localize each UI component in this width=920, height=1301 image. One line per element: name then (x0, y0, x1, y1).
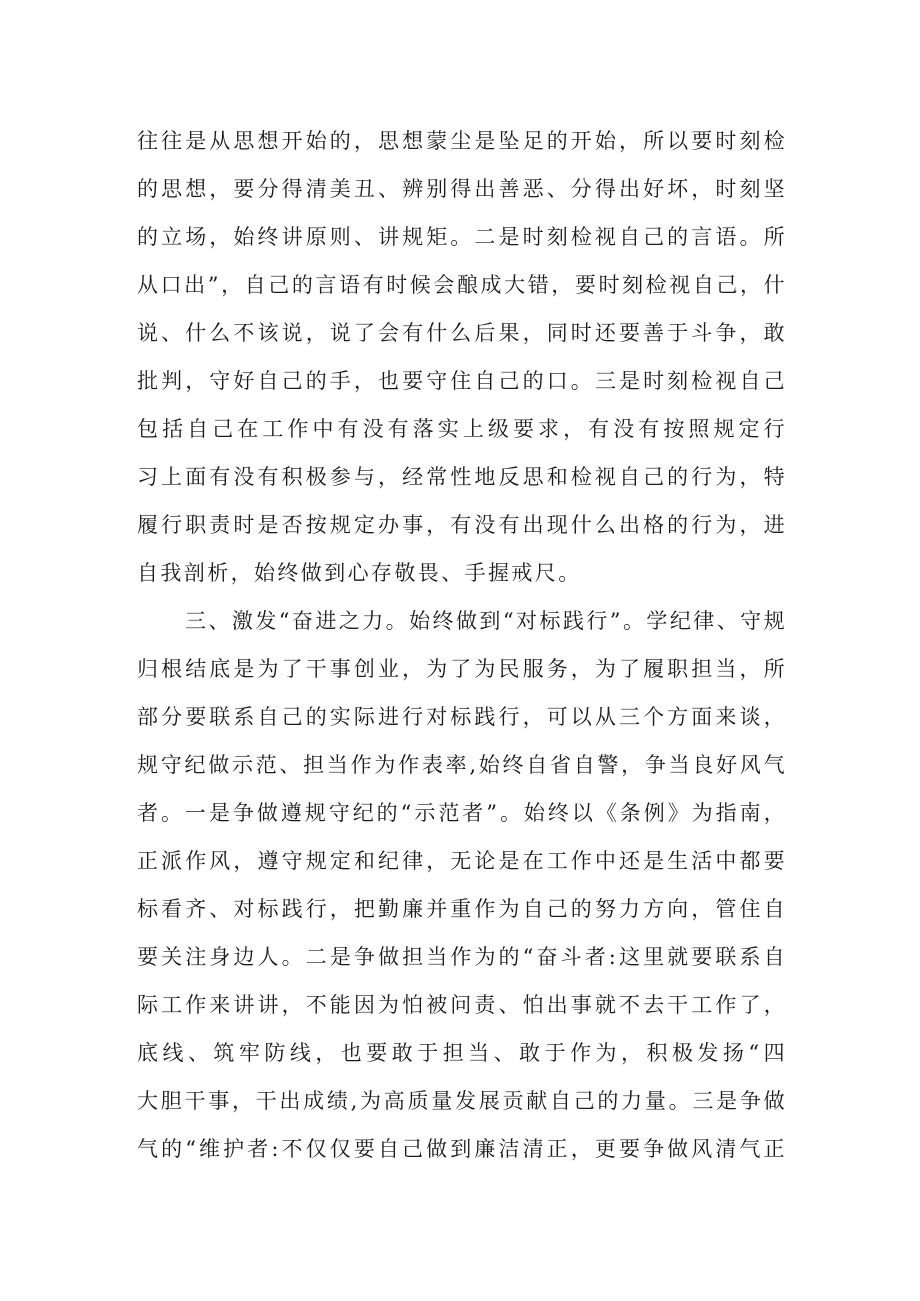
text-line-6: 批判，守好自己的手，也要守住自己的口。三是时刻检视自己 (137, 369, 787, 393)
text-line-3: 的立场，始终讲原则、讲规矩。二是时刻检视自己的言语。所 (137, 225, 787, 249)
text-line-7: 包括自己在工作中有没有落实上级要求，有没有按照规定行 (137, 417, 787, 441)
text-line-14: 规守纪做示范、担当作为作表率,始终自省自警，争当良好风气 (137, 753, 787, 777)
text-line-17: 标看齐、对标践行，把勤廉并重作为自己的努力方向，管住自 (137, 897, 787, 921)
text-line-1: 往往是从思想开始的，思想蒙尘是坠足的开始，所以要时刻检 (137, 129, 787, 153)
text-line-2: 的思想，要分得清美丑、辨别得出善恶、分得出好坏，时刻坚 (137, 177, 787, 201)
text-line-12: 归根结底是为了干事创业，为了为民服务，为了履职担当，所 (137, 657, 787, 681)
text-line-9: 履行职责时是否按规定办事，有没有出现什么出格的行为，进 (137, 513, 787, 537)
text-line-20: 底线、筑牢防线，也要敢于担当、敢于作为，积极发扬“四 (137, 1041, 787, 1065)
text-line-15: 者。一是争做遵规守纪的“示范者”。始终以《条例》为指南， (137, 801, 787, 825)
text-line-8: 习上面有没有积极参与，经常性地反思和检视自己的行为，特 (137, 465, 787, 489)
text-line-19: 际工作来讲讲，不能因为怕被问责、怕出事就不去干工作了， (137, 993, 787, 1017)
text-line-21: 大胆干事，干出成绩,为高质量发展贡献自己的力量。三是争做 (137, 1089, 787, 1113)
text-line-10: 自我剖析，始终做到心存敬畏、手握戒尺。 (137, 561, 582, 585)
text-line-16: 正派作风，遵守规定和纪律，无论是在工作中还是生活中都要 (137, 849, 787, 873)
text-line-4: 从口出”，自己的言语有时候会酿成大错，要时刻检视自己，什 (137, 273, 787, 297)
body-text (137, 117, 787, 1173)
text-line-22: 气的“维护者:不仅仅要自己做到廉洁清正，更要争做风清气正 (137, 1137, 787, 1161)
text-line-18: 要关注身边人。二是争做担当作为的“奋斗者:这里就要联系自 (137, 945, 787, 969)
text-line-5: 说、什么不该说，说了会有什么后果，同时还要善于斗争，敢 (137, 321, 787, 345)
text-line-13: 部分要联系自己的实际进行对标践行，可以从三个方面来谈， (137, 705, 787, 729)
section-heading-line: 三、激发“奋进之力。始终做到“对标践行”。学纪律、守规 (185, 609, 787, 633)
